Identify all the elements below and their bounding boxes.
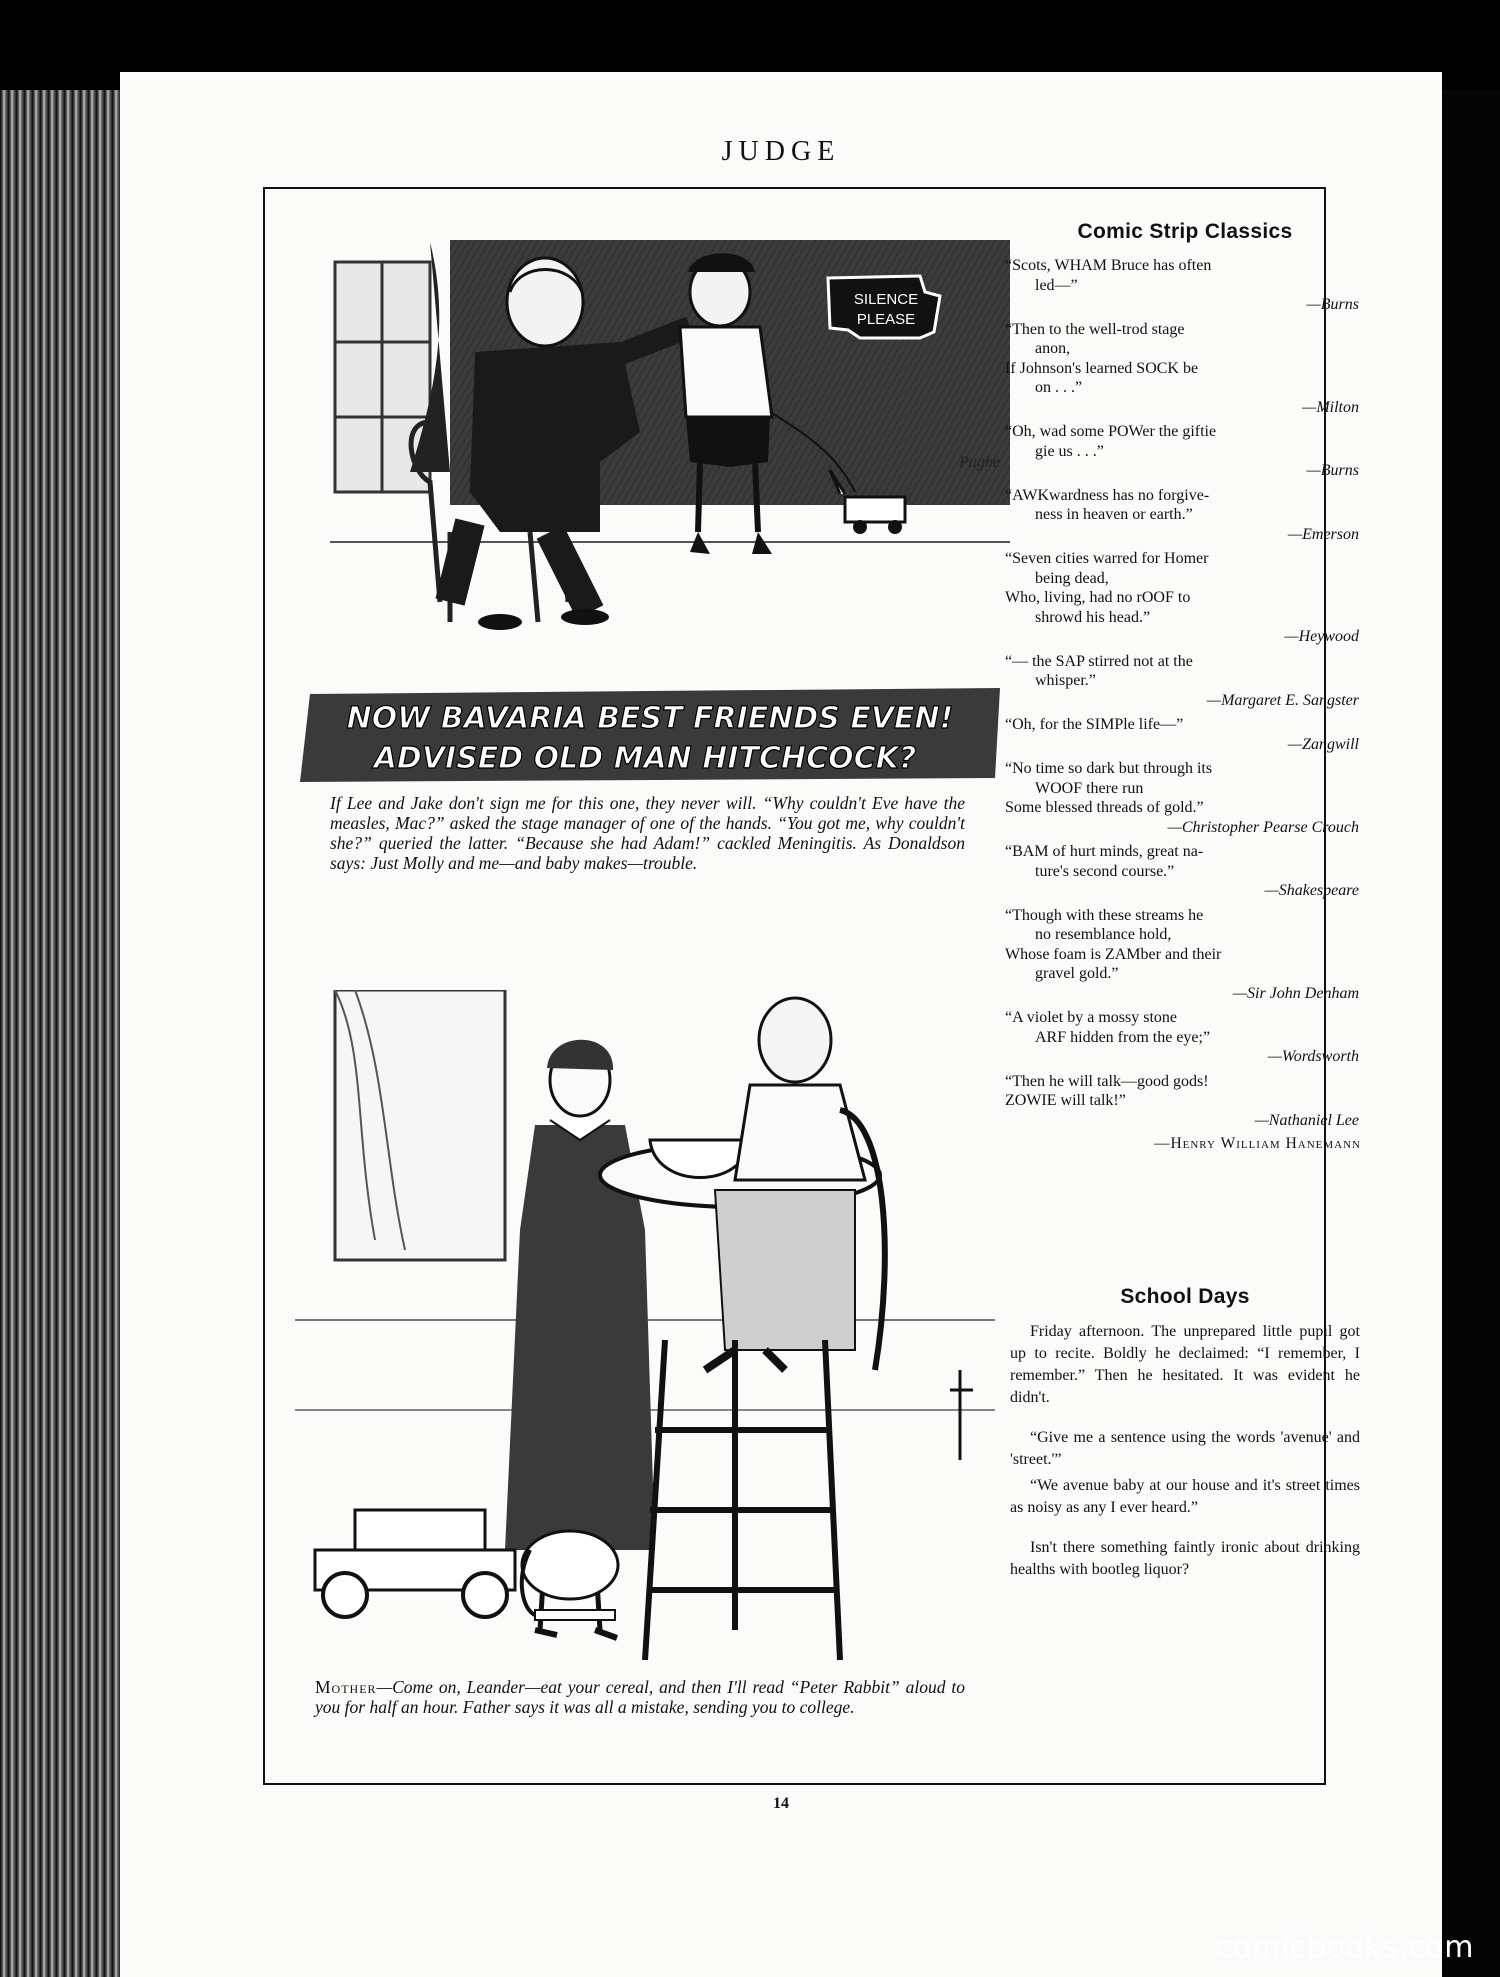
school-days-paragraph: “Give me a sentence using the words 'avenue' and 'street.'”: [1010, 1429, 1360, 1468]
quote-line: If Johnson's learned SOCK be: [1005, 359, 1199, 377]
quote-line: WOOF there run: [1035, 779, 1144, 797]
quote-line: ness in heaven or earth.”: [1035, 506, 1193, 523]
school-days-paragraph: Isn't there something faintly ironic about drinking healths with bootleg liquor?: [1010, 1539, 1360, 1578]
quote-line: “Oh, for the SIMPle life—”: [1005, 716, 1184, 733]
quote-line: “Then he will talk—good gods!: [1005, 1072, 1209, 1090]
quote-line: no resemblance hold,: [1035, 926, 1172, 943]
quote-item: [1005, 320, 1365, 418]
book-gutter-right: [1442, 90, 1500, 1977]
artist-signature: Pughe: [959, 454, 1000, 471]
cartoon-mother-high-chair: [295, 990, 995, 1670]
school-days-column: [1010, 1285, 1360, 1599]
caption-text: —Come on, Leander—eat your cereal, and then I'll read “Peter Rabbit” aloud to you for half an hour. Father says it was all a mistake, sending you to college.: [315, 1677, 965, 1717]
banner-line-2: ADVISED OLD MAN HITCHCOCK?: [373, 741, 917, 776]
quote-item: [1005, 759, 1365, 837]
quote-line: “A violet by a mossy stone: [1005, 1009, 1177, 1026]
school-days-paragraph: “We avenue baby at our house and it's street times as noisy as any I ever heard.”: [1010, 1477, 1360, 1516]
sign-line-1: SILENCE: [853, 291, 919, 308]
quote-attribution: —Margaret E. Sangster: [1206, 691, 1359, 709]
quote-line: led—”: [1035, 276, 1078, 294]
quote-item: [1005, 1008, 1365, 1067]
quote-line: “Scots, WHAM Bruce has often: [1005, 257, 1212, 274]
quote-attribution: —Emerson: [1287, 525, 1359, 543]
cartoon1-caption: If Lee and Jake don't sign me for this one, they never will. “Why couldn't Eve have the measles, Mac?” asked the stage manager of one of the hands. “You got me, why couldn't she?” queried the latter. “Because she had Adam!” cackled Meningitis. As Donaldson says: Just Molly and me—and baby makes—trouble.: [330, 793, 965, 873]
quote-list: [1005, 256, 1365, 1130]
quote-attribution: —Christopher Pearse Crouch: [1167, 818, 1359, 836]
quote-item: [1005, 486, 1365, 545]
quote-attribution: —Sir John Denham: [1232, 984, 1359, 1002]
quote-line: Some blessed threads of gold.”: [1005, 799, 1204, 816]
quote-line: “Oh, wad some POWer the giftie: [1005, 423, 1217, 440]
quote-item: [1005, 422, 1365, 481]
quote-line: ZOWIE will talk!”: [1005, 1092, 1126, 1109]
silence-sign: [828, 276, 940, 338]
quote-attribution: —Burns: [1306, 296, 1359, 313]
school-days-paragraph: Friday afternoon. The unprepared little pupil got up to recite. Boldly he declaimed: “I remember, I remember.” Then he hesitated. It was evident he didn't.: [1010, 1323, 1360, 1406]
cartoon2-caption: [315, 1677, 965, 1717]
quote-attribution: —Burns: [1306, 462, 1359, 479]
quote-line: being dead,: [1035, 569, 1109, 587]
quote-line: ture's second course.”: [1035, 862, 1175, 880]
quote-attribution: —Heywood: [1284, 628, 1359, 645]
quote-line: “Seven cities warred for Homer: [1005, 550, 1209, 567]
quote-attribution: —Wordsworth: [1267, 1048, 1359, 1065]
author-byline: —Henry William Hanemann: [1153, 1135, 1361, 1152]
quote-line: “Though with these streams he: [1005, 906, 1204, 924]
quote-line: shrowd his head.”: [1035, 608, 1151, 626]
quote-item: [1005, 715, 1365, 754]
quote-attribution: —Nathaniel Lee: [1254, 1111, 1359, 1129]
quote-line: gie us . . .”: [1035, 442, 1104, 460]
quote-attribution: —Milton: [1302, 398, 1359, 416]
caption-speaker: Mother: [315, 1677, 377, 1697]
quote-line: Who, living, had no rOOF to: [1005, 589, 1191, 606]
quote-line: “AWKwardness has no forgive-: [1005, 486, 1210, 504]
quote-line: ARF hidden from the eye;”: [1035, 1028, 1211, 1046]
quote-item: [1005, 906, 1365, 1004]
quote-item: [1005, 256, 1365, 315]
banner-caption: [300, 688, 1005, 783]
quote-line: “Then to the well-trod stage: [1005, 320, 1185, 338]
quote-line: gravel gold.”: [1035, 965, 1119, 982]
quote-line: “BAM of hurt minds, great na-: [1005, 843, 1204, 860]
quote-line: “No time so dark but through its: [1005, 760, 1213, 777]
banner-line-1: NOW BAVARIA BEST FRIENDS EVEN!: [346, 701, 954, 736]
quote-item: [1005, 842, 1365, 901]
page-number: 14: [773, 1795, 789, 1812]
comic-strip-classics-column: [1005, 220, 1365, 1153]
quote-item: [1005, 652, 1365, 711]
quote-line: whisper.”: [1035, 672, 1096, 689]
toy-car: [315, 1510, 515, 1617]
quote-attribution: —Shakespeare: [1264, 882, 1359, 899]
masthead: JUDGE: [721, 136, 841, 167]
sign-line-2: PLEASE: [856, 311, 916, 328]
school-days-title: School Days: [1120, 1285, 1250, 1308]
quote-line: Whose foam is ZAMber and their: [1005, 945, 1222, 963]
watermark: comicbooks.com: [1215, 1930, 1474, 1965]
quote-line: on . . .”: [1035, 379, 1083, 396]
quote-attribution: —Zangwill: [1287, 735, 1359, 753]
quote-line: “— the SAP stirred not at the: [1005, 652, 1193, 670]
quote-item: [1005, 1072, 1365, 1131]
comic-strip-classics-title: Comic Strip Classics: [1077, 220, 1293, 243]
quote-line: anon,: [1035, 340, 1071, 357]
quote-item: [1005, 549, 1365, 647]
toy-elephant: [522, 1531, 618, 1620]
